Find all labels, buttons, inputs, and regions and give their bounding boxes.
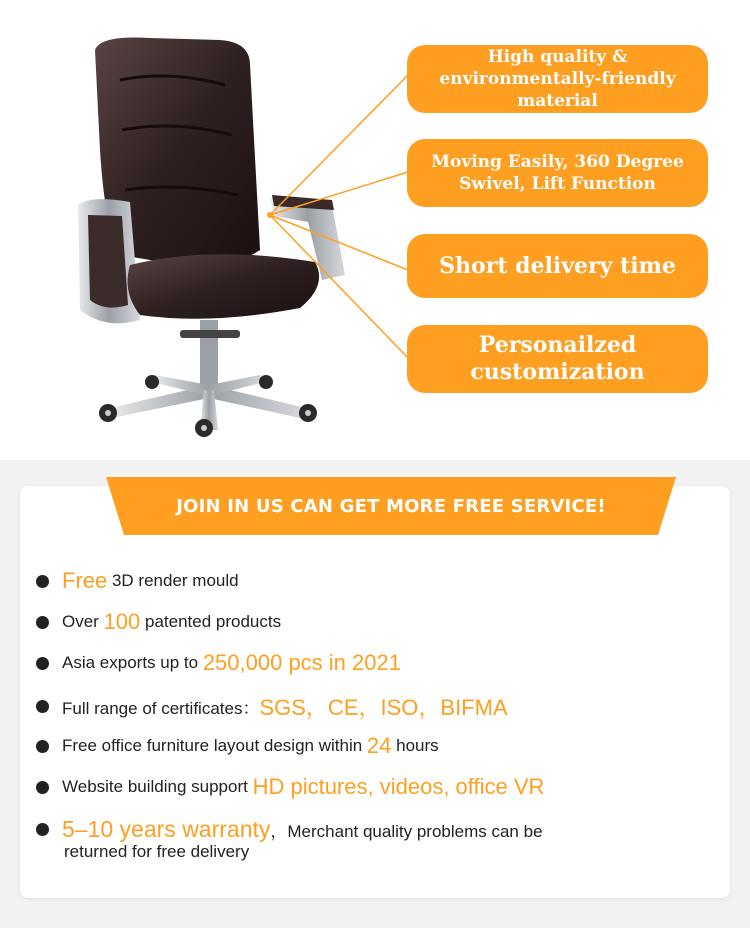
service-item — [36, 816, 543, 843]
feature-swivel-line1: Moving Easily, 360 Degree — [431, 152, 684, 172]
service-item — [36, 774, 544, 800]
service-item — [36, 691, 508, 722]
service-highlight: HD pictures, videos, office VR — [252, 774, 545, 799]
service-item — [36, 609, 281, 635]
feature-material — [407, 45, 708, 113]
service-highlight: 250,000 pcs in 2021 — [202, 650, 401, 675]
bullet-icon — [36, 740, 49, 753]
service-text: Over — [62, 612, 104, 631]
service-text: 3D render mould — [107, 571, 239, 590]
service-text: Full range of certificates： — [62, 699, 260, 718]
bullet-icon — [36, 700, 49, 713]
service-highlight: 5–10 years warranty — [62, 816, 271, 842]
feature-customization-line2: customization — [470, 359, 645, 385]
feature-material-line1: High quality & — [487, 47, 628, 67]
bullet-icon — [36, 575, 49, 588]
feature-material-line2: environmentally-friendly material — [439, 69, 676, 111]
service-item — [36, 650, 401, 676]
service-item — [36, 733, 439, 759]
feature-customization — [407, 325, 708, 393]
feature-swivel-line2: Swivel, Lift Function — [459, 174, 656, 194]
service-highlight: 24 — [366, 733, 392, 758]
service-highlight: SGS，CE，ISO，BIFMA — [259, 695, 508, 720]
feature-swivel — [407, 139, 708, 207]
feature-delivery-label: Short delivery time — [439, 253, 676, 279]
service-text: hours — [391, 736, 439, 755]
feature-customization-line1: Personailzed — [478, 332, 637, 358]
bullet-icon — [36, 657, 49, 670]
service-text: Free office furniture layout design within — [62, 736, 367, 755]
service-item — [36, 568, 239, 594]
service-text: Asia exports up to — [62, 653, 203, 672]
service-highlight: Free — [62, 568, 108, 593]
service-text: patented products — [140, 612, 282, 631]
bullet-icon — [36, 781, 49, 794]
office-chair-image — [60, 30, 360, 450]
bullet-icon — [36, 823, 49, 836]
service-text: ，Merchant quality problems can be — [270, 822, 543, 841]
service-highlight: 100 — [103, 609, 141, 634]
services-banner-title: JOIN IN US CAN GET MORE FREE SERVICE! — [176, 495, 606, 517]
service-text: Website building support — [62, 777, 253, 796]
bullet-icon — [36, 616, 49, 629]
service-text-continued: returned for free delivery — [64, 842, 250, 861]
feature-delivery — [407, 234, 708, 298]
